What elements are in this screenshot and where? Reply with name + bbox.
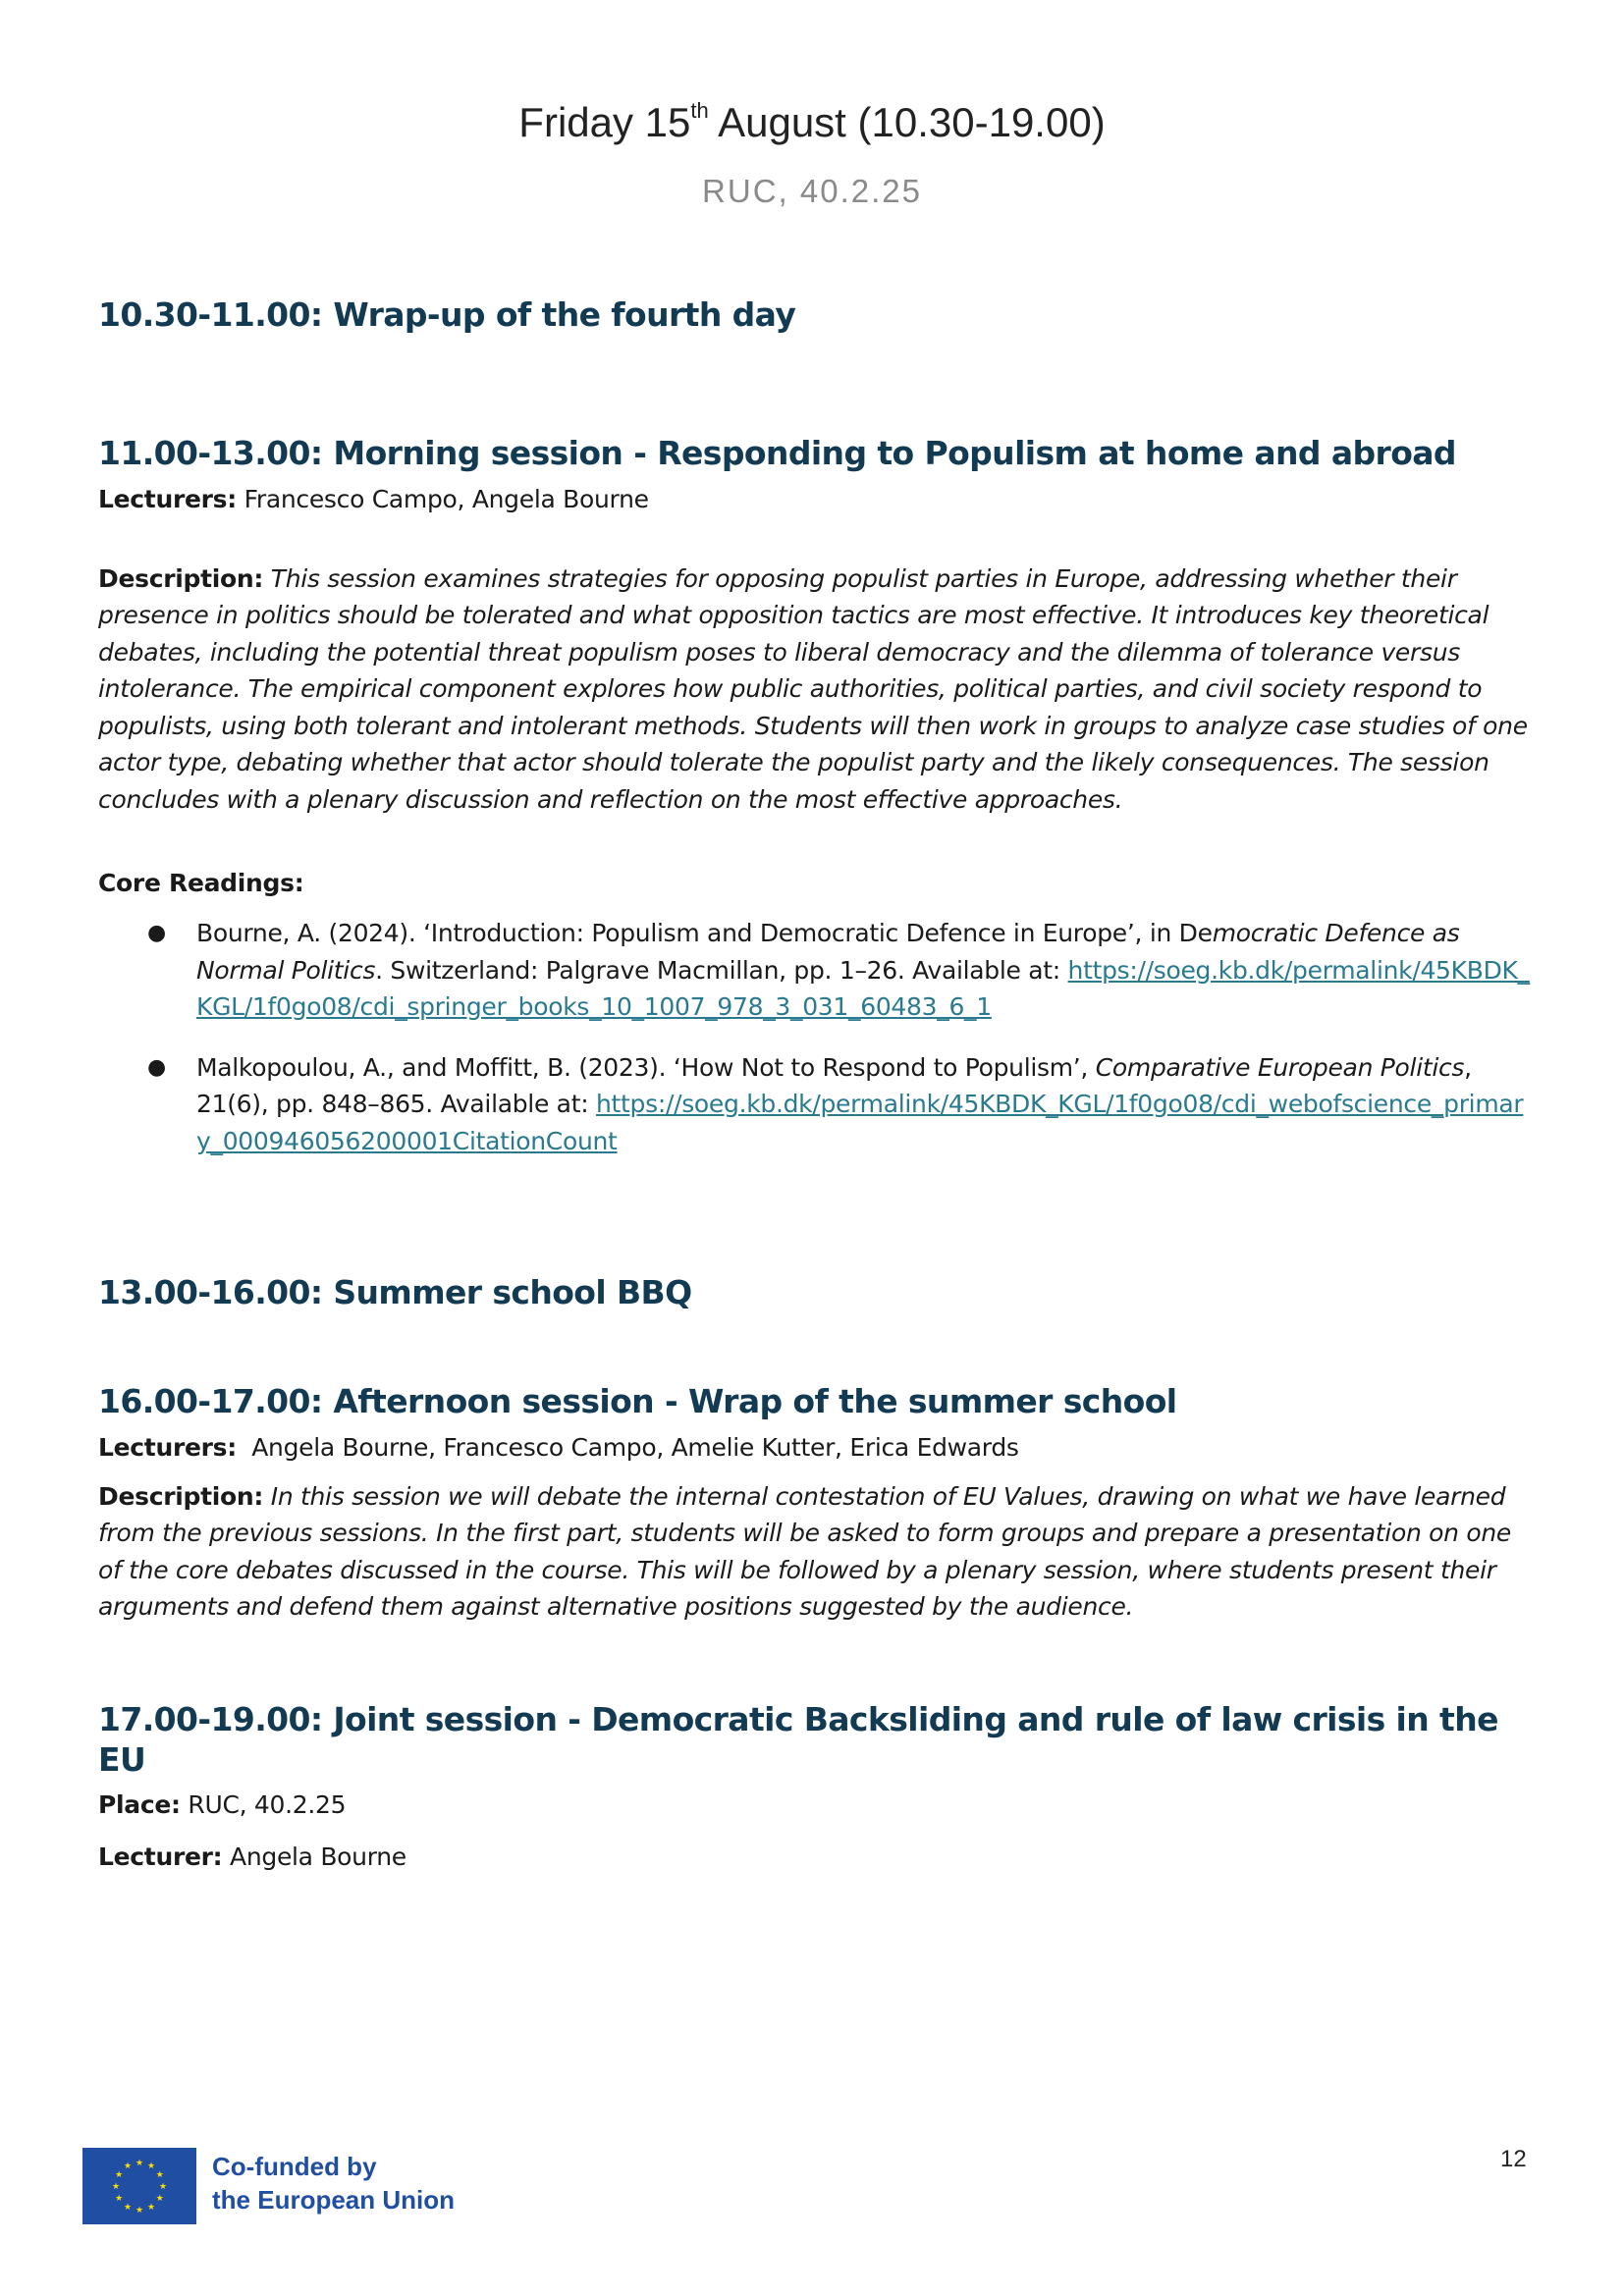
session-heading-afternoon: 16.00-17.00: Afternoon session - Wrap of the summer school [98, 1382, 1177, 1421]
star-icon: ★ [135, 2159, 144, 2168]
description-label: Description: [98, 563, 264, 593]
list-item: ● Bourne, A. (2024). ‘Introduction: Populism and Democratic Defence in Europe’, in Democratic Defence as Normal Politics. Switzerland: Palgrave Macmillan, pp. 1–26. Available at: https://soeg.kb.dk/permalink/45KBDK_KGL/1f0go08/cdi_springer_books_10_1007_978_3_031_60483_6_1 [98, 915, 1532, 1026]
lecturers-line [98, 482, 1532, 516]
session-description [98, 561, 1532, 819]
star-icon: ★ [123, 2202, 133, 2213]
readings-list [98, 915, 1532, 1159]
session-heading-wrapup: 10.30-11.00: Wrap-up of the fourth day [98, 295, 796, 334]
lecturer-label: Lecturer: [98, 1842, 223, 1871]
description-text: This session examines strategies for opposing populist parties in Europe, addressing whether their presence in politics should be tolerated and what opposition tactics are most effective. It introduces key theoretical debates, including the potential threat populism poses to liberal democracy and the dilemma of tolerance versus intolerance. The empirical component explores how public authorities, political parties, and civil society respond to populists, using both tolerant and intolerant methods. Students will then work in groups to analyze case studies of one actor type, debating whether that actor should tolerate the populist party and the likely consequences. The session concludes with a plenary discussion and reflection on the most effective approaches. [98, 563, 1528, 814]
star-icon: ★ [146, 2162, 156, 2172]
title-superscript: th [690, 98, 709, 123]
funding-line-1: Co-funded by [212, 2152, 377, 2181]
star-icon: ★ [146, 2202, 156, 2213]
title-prefix: Friday 15 [518, 99, 691, 145]
lecturers-line [98, 1430, 1532, 1465]
place-label: Place: [98, 1790, 181, 1819]
star-icon: ★ [155, 2194, 164, 2204]
star-icon: ★ [111, 2182, 121, 2192]
eu-flag-svg [82, 2148, 196, 2224]
star-icon: ★ [115, 2170, 124, 2180]
funding-line-2: the European Union [212, 2185, 455, 2215]
lecturers-value: Francesco Campo, Angela Bourne [236, 484, 649, 513]
lecturers-label: Lecturers: [98, 1432, 237, 1462]
star-icon: ★ [135, 2206, 144, 2216]
funding-notice [212, 2150, 455, 2216]
reading-link[interactable]: https://soeg.kb.dk/permalink/45KBDK_KGL/1f0go08/cdi_webofscience_primary_000946056200001CitationCount [196, 1090, 1524, 1155]
page-number: 12 [1500, 2146, 1527, 2172]
lecturer-value: Angela Bourne [222, 1842, 406, 1871]
eu-flag-icon [82, 2148, 196, 2224]
place-value: RUC, 40.2.25 [180, 1790, 347, 1819]
lecturer-line [98, 1840, 1532, 1874]
description-label: Description: [98, 1481, 264, 1511]
session-heading-bbq: 13.00-16.00: Summer school BBQ [98, 1273, 692, 1311]
star-icon: ★ [115, 2194, 124, 2204]
list-item: ● Malkopoulou, A., and Moffitt, B. (2023). ‘How Not to Respond to Populism’, Comparative European Politics, 21(6), pp. 848–865. Available at: https://soeg.kb.dk/permalink/45KBDK_KGL/1f0go08/cdi_webofscience_primary_000946056200001CitationCount [98, 1049, 1532, 1160]
session-description [98, 1478, 1532, 1626]
place-line [98, 1788, 1532, 1822]
description-text: In this session we will debate the internal contestation of EU Values, drawing on what we have learned from the previous sessions. In the first part, students will be asked to form groups and prepare a presentation on one of the core debates discussed in the course. This will be followed by a plenary session, where students present their arguments and defend them against alternative positions suggested by the audience. [98, 1481, 1511, 1621]
page-title [0, 98, 1624, 147]
bullet-icon: ● [147, 921, 166, 945]
star-icon: ★ [123, 2162, 133, 2172]
core-readings-title: Core Readings: [98, 869, 304, 897]
star-icon: ★ [158, 2182, 168, 2192]
session-heading-joint: 17.00-19.00: Joint session - Democratic Backsliding and rule of law crisis in the EU [98, 1699, 1498, 1779]
page-location: RUC, 40.2.25 [702, 173, 922, 209]
bullet-icon: ● [147, 1054, 166, 1080]
reading-link[interactable]: https://soeg.kb.dk/permalink/45KBDK_KGL/1f0go08/cdi_springer_books_10_1007_978_3_031_60483_6_1 [196, 955, 1530, 1021]
star-icon: ★ [155, 2170, 164, 2180]
session-heading-morning: 11.00-13.00: Morning session - Responding to Populism at home and abroad [98, 434, 1456, 473]
lecturers-value: Angela Bourne, Francesco Campo, Amelie Kutter, Erica Edwards [236, 1432, 1019, 1462]
title-suffix: August (10.30-19.00) [708, 99, 1106, 145]
lecturers-label: Lecturers: [98, 484, 237, 513]
schedule-content [98, 294, 1532, 1874]
